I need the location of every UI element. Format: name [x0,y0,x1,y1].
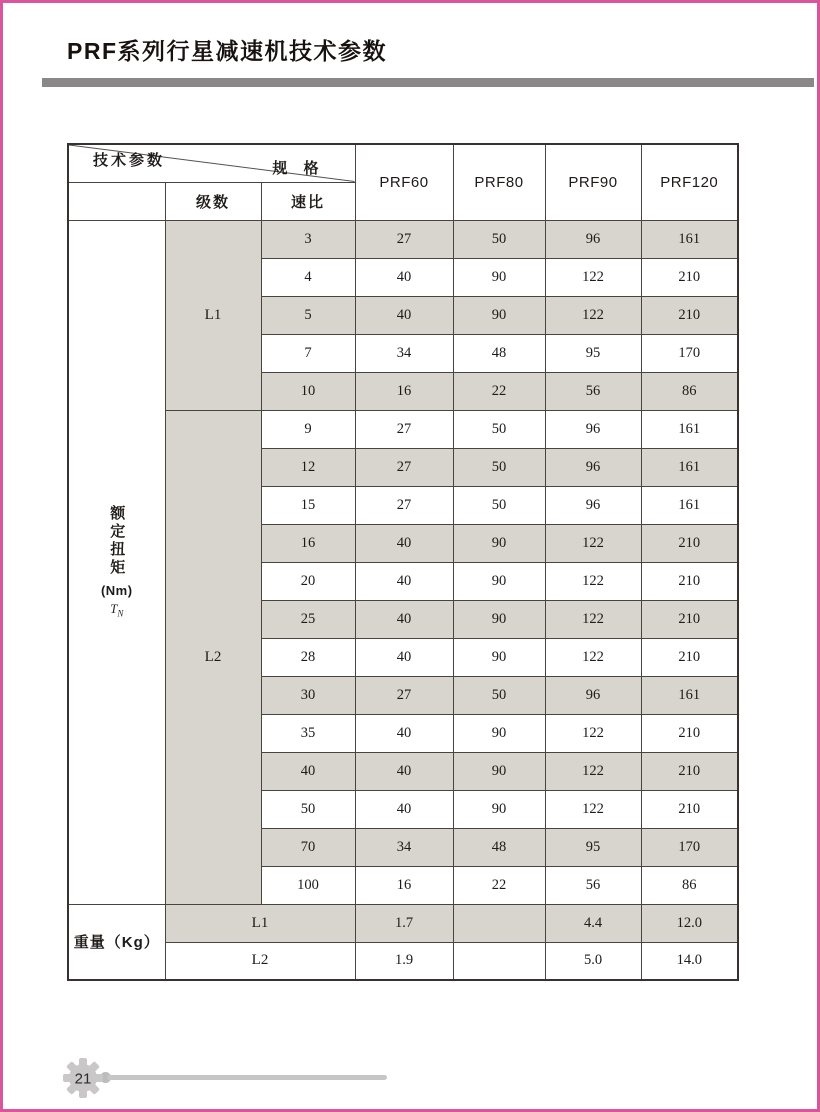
weight-stage-l1: L1 [165,904,355,942]
value-cell: 50 [453,410,545,448]
value-cell: 161 [641,220,738,258]
value-cell: 90 [453,600,545,638]
value-cell: 40 [355,258,453,296]
value-cell [453,942,545,980]
value-cell: 27 [355,410,453,448]
value-cell: 210 [641,714,738,752]
value-cell: 34 [355,828,453,866]
value-cell: 40 [355,638,453,676]
value-cell: 27 [355,448,453,486]
ratio-cell: 5 [261,296,355,334]
value-cell: 48 [453,828,545,866]
value-cell: 210 [641,524,738,562]
value-cell: 170 [641,828,738,866]
value-cell: 4.4 [545,904,641,942]
ratio-cell: 100 [261,866,355,904]
value-cell: 210 [641,258,738,296]
value-cell: 90 [453,524,545,562]
value-cell: 95 [545,334,641,372]
value-cell: 90 [453,258,545,296]
value-cell: 161 [641,448,738,486]
model-header-prf60: PRF60 [355,144,453,220]
value-cell: 210 [641,752,738,790]
value-cell: 86 [641,372,738,410]
value-cell: 27 [355,220,453,258]
value-cell: 122 [545,524,641,562]
gear-icon [61,1056,105,1100]
value-cell: 122 [545,600,641,638]
value-cell: 40 [355,562,453,600]
corner-header-cell [68,144,355,182]
value-cell: 1.9 [355,942,453,980]
value-cell: 90 [453,790,545,828]
value-cell [453,904,545,942]
value-cell: 40 [355,714,453,752]
value-cell: 96 [545,220,641,258]
model-header-prf80: PRF80 [453,144,545,220]
page-title: PRF系列行星减速机技术参数 [67,38,387,64]
weight-stage-l2: L2 [165,942,355,980]
value-cell: 96 [545,410,641,448]
value-cell: 170 [641,334,738,372]
value-cell: 122 [545,638,641,676]
torque-axis-label [68,220,165,904]
value-cell: 210 [641,562,738,600]
ratio-cell: 7 [261,334,355,372]
torque-symbol: $T_N$ [110,601,124,619]
value-cell: 210 [641,600,738,638]
stage-cell-l1: L1 [165,220,261,410]
ratio-cell: 16 [261,524,355,562]
ratio-cell: 9 [261,410,355,448]
weight-label: 重量（Kg） [68,904,165,980]
value-cell: 56 [545,866,641,904]
ratio-cell: 50 [261,790,355,828]
torque-label-text: 额定扭矩 [108,505,126,578]
model-header-prf120: PRF120 [641,144,738,220]
value-cell: 96 [545,486,641,524]
ratio-cell: 20 [261,562,355,600]
value-cell: 16 [355,866,453,904]
value-cell: 122 [545,562,641,600]
value-cell: 122 [545,714,641,752]
value-cell: 50 [453,448,545,486]
ratio-cell: 35 [261,714,355,752]
stage-header: 级数 [165,182,261,220]
corner-label-params: 技术参数 [93,151,166,169]
value-cell: 14.0 [641,942,738,980]
value-cell: 5.0 [545,942,641,980]
value-cell: 40 [355,790,453,828]
ratio-cell: 3 [261,220,355,258]
value-cell: 1.7 [355,904,453,942]
value-cell: 161 [641,676,738,714]
value-cell: 22 [453,866,545,904]
value-cell: 27 [355,486,453,524]
stage-cell-l2: L2 [165,410,261,904]
value-cell: 90 [453,562,545,600]
page-number-badge [61,1056,105,1100]
value-cell: 122 [545,790,641,828]
ratio-cell: 70 [261,828,355,866]
value-cell: 90 [453,714,545,752]
value-cell: 40 [355,752,453,790]
value-cell: 40 [355,524,453,562]
ratio-cell: 30 [261,676,355,714]
value-cell: 90 [453,752,545,790]
ratio-cell: 25 [261,600,355,638]
value-cell: 122 [545,752,641,790]
value-cell: 16 [355,372,453,410]
value-cell: 50 [453,676,545,714]
value-cell: 96 [545,676,641,714]
value-cell: 48 [453,334,545,372]
value-cell: 50 [453,486,545,524]
value-cell: 40 [355,600,453,638]
ratio-cell: 15 [261,486,355,524]
value-cell: 96 [545,448,641,486]
value-cell: 122 [545,258,641,296]
value-cell: 161 [641,410,738,448]
ratio-cell: 10 [261,372,355,410]
spec-table [67,143,739,981]
value-cell: 22 [453,372,545,410]
page-number: 21 [74,1070,92,1088]
footer-divider-line [107,1075,387,1080]
ratio-cell: 12 [261,448,355,486]
value-cell: 34 [355,334,453,372]
value-cell: 161 [641,486,738,524]
ratio-cell: 40 [261,752,355,790]
value-cell: 12.0 [641,904,738,942]
value-cell: 27 [355,676,453,714]
value-cell: 95 [545,828,641,866]
value-cell: 90 [453,296,545,334]
ratio-cell: 4 [261,258,355,296]
value-cell: 210 [641,790,738,828]
title-underline-bar [42,78,814,87]
corner-label-spec: 规 格 [272,160,325,177]
ratio-header: 速比 [261,182,355,220]
blank-header-cell [68,182,165,220]
ratio-cell: 28 [261,638,355,676]
value-cell: 56 [545,372,641,410]
value-cell: 122 [545,296,641,334]
value-cell: 210 [641,638,738,676]
value-cell: 50 [453,220,545,258]
value-cell: 40 [355,296,453,334]
model-header-prf90: PRF90 [545,144,641,220]
value-cell: 210 [641,296,738,334]
value-cell: 90 [453,638,545,676]
value-cell: 86 [641,866,738,904]
torque-unit: (Nm) [100,583,133,599]
